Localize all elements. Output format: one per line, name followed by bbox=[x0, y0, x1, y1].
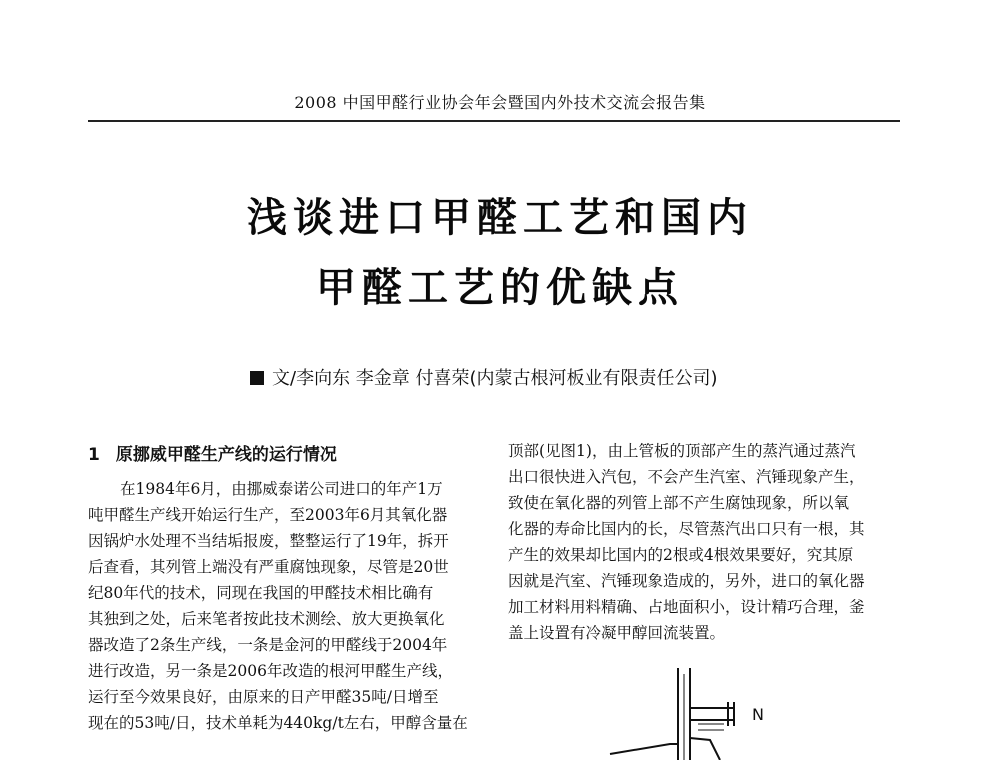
oxidizer-diagram bbox=[600, 668, 820, 760]
body-line: 现在的53吨/日，技术单耗为440kg/t左右，甲醇含量在 bbox=[88, 714, 468, 732]
body-line: 器改造了2条生产线，一条是金河的甲醛线于2004年 bbox=[88, 636, 448, 654]
byline-text: 文/李向东 李金章 付喜荣(内蒙古根河板业有限责任公司) bbox=[272, 368, 718, 389]
body-line: 产生的效果却比国内的2根或4根效果要好，究其原 bbox=[508, 546, 854, 564]
left-column-body bbox=[88, 476, 488, 736]
article-title-line-2: 甲醛工艺的优缺点 bbox=[316, 264, 684, 311]
byline bbox=[250, 364, 718, 390]
body-line: 其独到之处，后来笔者按此技术测绘、放大更换氧化 bbox=[88, 610, 445, 628]
body-line: 顶部(见图1)，由上管板的顶部产生的蒸汽通过蒸汽 bbox=[508, 442, 856, 460]
body-line: 在1984年6月，由挪威泰诺公司进口的年产1万 bbox=[120, 480, 443, 498]
body-line: 因锅炉水处理不当结垢报废，整整运行了19年，拆开 bbox=[88, 532, 449, 550]
body-line: 后查看，其列管上端没有严重腐蚀现象，尽管是20世 bbox=[88, 558, 449, 576]
vessel-top-right bbox=[690, 738, 720, 760]
right-column-body bbox=[508, 438, 900, 646]
header-rule bbox=[88, 120, 900, 122]
square-bullet-icon bbox=[250, 371, 264, 385]
body-line: 纪80年代的技术，同现在我国的甲醛技术相比确有 bbox=[88, 584, 434, 602]
section-number: 1 bbox=[88, 445, 100, 465]
body-line: 吨甲醛生产线开始运行生产，至2003年6月其氧化器 bbox=[88, 506, 448, 524]
article-title-line-1: 浅谈进口甲醛工艺和国内 bbox=[247, 194, 753, 241]
running-header: 2008 中国甲醛行业协会年会暨国内外技术交流会报告集 bbox=[294, 93, 706, 112]
body-line: 加工材料用料精确、占地面积小，设计精巧合理，釜 bbox=[508, 598, 865, 616]
body-line: 因就是汽室、汽锤现象造成的，另外，进口的氧化器 bbox=[508, 572, 865, 590]
section-heading bbox=[88, 440, 337, 465]
body-line: 盖上设置有冷凝甲醇回流装置。 bbox=[508, 624, 726, 642]
vessel-top-left bbox=[610, 744, 678, 754]
body-line: 化器的寿命比国内的长，尽管蒸汽出口只有一根，其 bbox=[508, 520, 865, 538]
body-line: 出口很快进入汽包，不会产生汽室、汽锤现象产生， bbox=[508, 468, 865, 486]
section-title: 原挪威甲醛生产线的运行情况 bbox=[115, 445, 337, 465]
body-line: 致使在氧化器的列管上部不产生腐蚀现象，所以氧 bbox=[508, 494, 850, 512]
body-line: 进行改造，另一条是2006年改造的根河甲醛生产线， bbox=[88, 662, 453, 680]
body-line: 运行至今效果良好，由原来的日产甲醛35吨/日增至 bbox=[88, 688, 439, 706]
figure-label: N bbox=[752, 705, 764, 724]
